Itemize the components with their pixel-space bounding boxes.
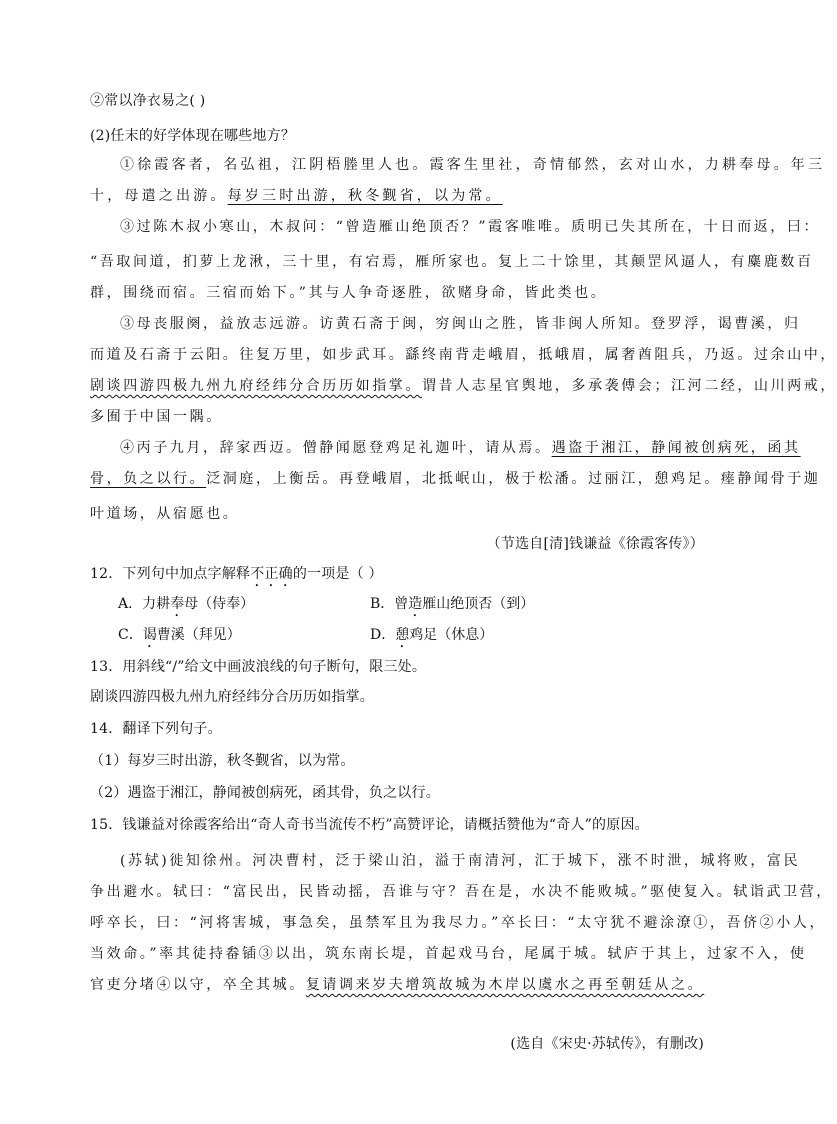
passage-line: 呼卒长，曰：“河将害城，事急矣，虽禁军且为我尽力。”卒长曰：“太守犹不避涂潦①，吾侪②小人，	[90, 915, 827, 931]
dotted-char: 奉	[170, 596, 185, 612]
question-12-stem: 12．下列句中加点字解释不正确的一项是（ ）	[90, 566, 383, 582]
dotted-emphasis: 不正确	[250, 566, 293, 582]
subquestion-2: ②常以净衣易之( )	[90, 93, 206, 109]
question-14-item-1: （1）每岁三时出游，秋冬觐省，以为常。	[90, 753, 355, 769]
question-2-stem: (2)任末的好学体现在哪些地方？	[90, 128, 296, 144]
wavy-underlined-sentence: 复请调来岁夫增筑故城为木岸以虞水之再至朝廷从之。	[305, 977, 705, 993]
option-c[interactable]: C．谒曹溪（拜见）	[118, 627, 241, 643]
passage-line: 官吏分堵④以守，卒全其城。复请调来岁夫增筑故城为木岸以虞水之再至朝廷从之。	[90, 977, 705, 993]
passage-line: 争出避水。轼曰：“富民出，民皆动摇，吾谁与守？吾在是，水决不能败城。”驱使复入。轼诣武卫营，	[90, 884, 833, 900]
passage-line: 叶道场，从宿愿也。	[90, 506, 240, 522]
passage-line: 群，围绕而宿。三宿而始下。”其与人争奇逐胜，欲赌身命，皆此类也。	[90, 285, 608, 301]
underlined-sentence: 遇盗于湘江，静闻被创病死，函其	[551, 440, 801, 456]
dotted-char: 憩	[395, 627, 410, 643]
underlined-sentence: 每岁三时出游，秋冬觐省，以为常。	[227, 188, 503, 204]
question-14-item-2: （2）遇盗于湘江，静闻被创病死，函其骨，负之以行。	[90, 785, 440, 801]
passage-line: ①徐霞客者，名弘祖，江阴梧塍里人也。霞客生里社，奇情郁然，玄对山水，力耕奉母。年三	[120, 157, 826, 173]
passage-line: 剧谈四游四极九州九府经纬分合历历如指掌。谓昔人志星官舆地，多承袭傅会；江河二经，山川两戒，	[90, 378, 837, 394]
dotted-char: 谒	[142, 627, 157, 643]
wavy-underlined-sentence: 剧谈四游四极九州九府经纬分合历历如指掌。	[90, 378, 422, 394]
option-b[interactable]: B．曾造雁山绝顶否（到）	[370, 596, 535, 612]
question-15-stem: 15．钱谦益对徐霞客给出“奇人奇书当流传不朽”高赞评论，请概括赞他为“奇人”的原因。	[90, 817, 649, 833]
passage-line: 多囿于中国一隅。	[90, 409, 223, 425]
question-13-sentence: 剧谈四游四极九州九府经纬分合历历如指掌。	[90, 689, 374, 705]
passage-line: ③母丧服阕，益放志远游。访黄石斋于闽，穷闽山之胜，皆非闽人所知。登罗浮，谒曹溪，归	[120, 316, 801, 332]
passage-line: ③过陈木叔小寒山，木叔问：“曾造雁山绝顶否？”霞客唯唯。质明已失其所在，十日而返，曰：	[120, 219, 821, 235]
dotted-char: 造	[408, 596, 423, 612]
passage-line: 十，母遣之出游。每岁三时出游，秋冬觐省，以为常。	[90, 188, 503, 204]
passage-source: (选自《宋史·苏轼传》，有删改)	[510, 1036, 704, 1052]
question-14-stem: 14．翻译下列句子。	[90, 721, 222, 737]
passage-line: 骨，负之以行。泛洞庭，上衡岳。再登峨眉，北抵岷山，极于松潘。过丽江，憩鸡足。瘗静闻骨于迦	[90, 471, 821, 487]
passage-source: （节选自[清]钱谦益《徐霞客传》）	[486, 536, 704, 552]
passage-line: ④丙子九月，辞家西迈。僧静闻愿登鸡足礼迦叶，请从焉。遇盗于湘江，静闻被创病死，函其	[120, 440, 801, 456]
underlined-sentence: 骨，负之以行。	[90, 471, 207, 487]
option-d[interactable]: D．憩鸡足（休息）	[370, 627, 494, 643]
passage-line: 当效命。”率其徒持畚锸③以出，筑东南长堤，首起戏马台，尾属于城。轼庐于其上，过家不入，使	[90, 946, 807, 962]
passage-line: 而道及石斋于云阳。往复万里，如步武耳。繇终南背走峨眉，抵峨眉，属奢酋阻兵，乃返。过余山中，	[90, 347, 837, 363]
option-a[interactable]: A．力耕奉母（侍奉）	[118, 596, 255, 612]
passage-line: “吾取间道，扪萝上龙湫，三十里，有宕焉，雁所家也。复上二十馀里，其颠罡风逼人，有麋鹿数百	[90, 254, 814, 270]
passage-line: (苏轼)徙知徐州。河决曹村，泛于梁山泊，溢于南清河，汇于城下，涨不时泄，城将败，富民	[120, 853, 801, 869]
question-13-stem: 13．用斜线“/”给文中画波浪线的句子断句，限三处。	[90, 659, 427, 675]
